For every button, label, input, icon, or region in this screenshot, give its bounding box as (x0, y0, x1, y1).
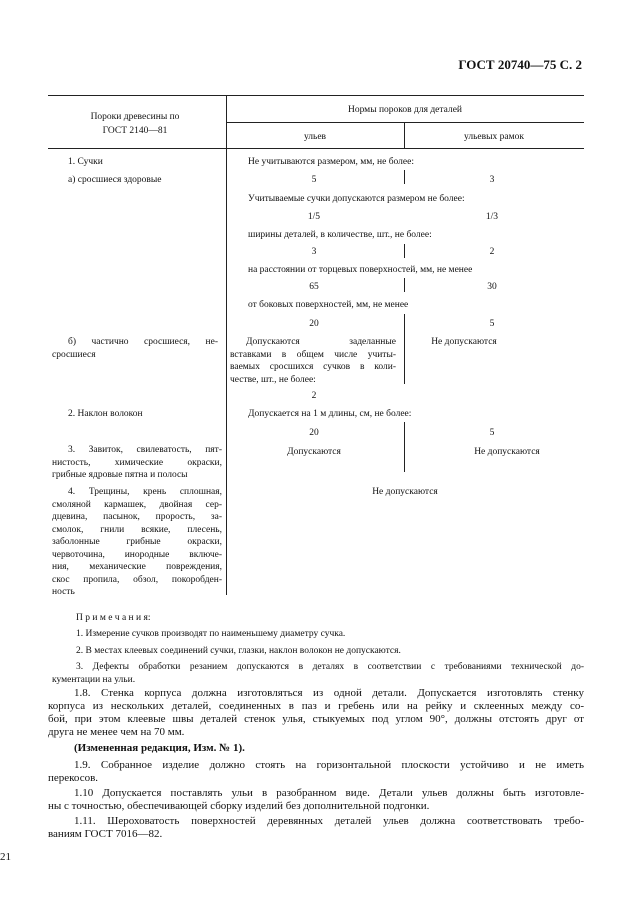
column-divider-5 (404, 422, 405, 472)
note-1: 1. Измерение сучков производят по наименьшему диаметру сучка. (76, 629, 346, 639)
amendment-note: (Измененная редакция, Изм. № 1). (74, 742, 245, 754)
norm-value-frames: 5 (489, 428, 495, 438)
norm-not-counted: Не учитываются размером, мм, не более: (248, 157, 414, 167)
norm-value-frames: 3 (489, 175, 495, 185)
defect-curl: 3. Завиток, свилеватость, пят- нистость, химические окраски, грибные ядровые пятна и полосы (52, 445, 222, 480)
norm-end-distance: на расстоянии от торцевых поверхностей, мм, не менее (248, 265, 473, 275)
column-divider-3 (404, 278, 405, 292)
table-top-rule (48, 95, 584, 96)
note-3: 3. Дефекты обработки резанием допускаются в деталях в соответствии с требованиями технической до- кументации на ульи. (52, 662, 584, 685)
norm-plugged-knots: Допускаются заделанные вставками в общем числе учиты- ваемых сросшихся сучков в коли- честве, шт., не более: (230, 337, 396, 385)
norm-value-hives: 3 (311, 247, 317, 257)
defect-knots-sound: а) сросшиеся здоровые (68, 175, 162, 185)
column-divider-4 (404, 314, 405, 384)
paragraph-1-10: 1.10 Допускается поставлять ульи в разобранном виде. Детали ульев должны быть изготовле- ны с точностью, обеспечивающей сборку изделий без дополнительной подгонки. (48, 787, 584, 812)
note-2: 2. В местах клеевых соединений сучки, глазки, наклон волокон не допускаются. (76, 646, 401, 656)
norm-side-distance: от боковых поверхностей, мм, не менее (248, 300, 409, 310)
norm-value-hives: 20 (309, 428, 319, 438)
norm-counted-knots: Учитываемые сучки допускаются размером не более: (248, 194, 465, 204)
norm-value-frames: 5 (489, 319, 495, 329)
defect-grain-slope: 2. Наклон волокон (68, 409, 143, 419)
norm-value-hives: 5 (311, 175, 317, 185)
paragraph-1-11: 1.11. Шероховатость поверхностей деревянных деталей ульев должна соответствовать требо- ваниям ГОСТ 7016—82. (48, 815, 584, 840)
table-sub-rule (226, 122, 584, 123)
norm-value-frames: 30 (487, 282, 497, 292)
norm-not-allowed: Не допускаются (474, 447, 540, 457)
header-norms: Нормы пороков для деталей (347, 105, 463, 115)
column-divider-2 (404, 244, 405, 258)
norm-value-hives: 2 (311, 391, 317, 401)
header-frames: ульевых рамок (464, 132, 524, 142)
defect-cracks: 4. Трещины, крень сплошная, смоляной кармашек, двойная сер- дцевина, пасынок, прорость, за- смолок, гнили всякие, плесень, заболонные грибные окраски, червоточина, инородные включе- ния, механические повреждения, скос пропила, обзол, покоробден- ность (52, 487, 222, 597)
norm-fraction-frames: 1/3 (485, 212, 499, 222)
defect-knots-partial: б) частично сросшиеся, не- сросшиеся (52, 337, 218, 360)
norm-value-frames: 2 (489, 247, 495, 257)
paragraph-1-9: 1.9. Собранное изделие должно стоять на горизонтальной плоскости устойчиво и не иметь перекосов. (48, 759, 584, 784)
norm-slope-allowed: Допускается на 1 м длины, см, не более: (248, 409, 412, 419)
header-hives: ульев (303, 132, 327, 142)
norm-not-allowed-span: Не допускаются (372, 487, 438, 497)
norm-width-qty: ширины деталей, в количестве, шт., не более: (248, 230, 432, 240)
notes-title: П р и м е ч а н и я: (76, 613, 151, 623)
page-number: 21 (0, 851, 11, 863)
paragraph-1-8: 1.8. Стенка корпуса должна изготовляться из одной детали. Допускается изготовлять стенку корпуса из нескольких деталей, соединенных в паз и гребень или на рейку и склеенных между со- бой, при этом клеевые швы деталей стенок улья, стыкуемых под углом 90°, должны отстоять друг от друга не менее чем на 70 мм. (48, 687, 584, 738)
defect-knots: 1. Сучки (68, 157, 103, 167)
norm-not-allowed: Не допускаются (431, 337, 497, 347)
norm-value-hives: 20 (309, 319, 319, 329)
table-header-rule (48, 148, 584, 149)
document-header: ГОСТ 20740—75 С. 2 (458, 57, 582, 72)
column-divider-1 (404, 170, 405, 184)
norm-value-hives: 65 (309, 282, 319, 292)
norm-fraction-hives: 1/5 (307, 212, 321, 222)
table-left-divider (226, 95, 227, 595)
header-defects: Пороки древесины по ГОСТ 2140—81 (90, 112, 180, 136)
norm-allowed: Допускаются (287, 447, 341, 457)
